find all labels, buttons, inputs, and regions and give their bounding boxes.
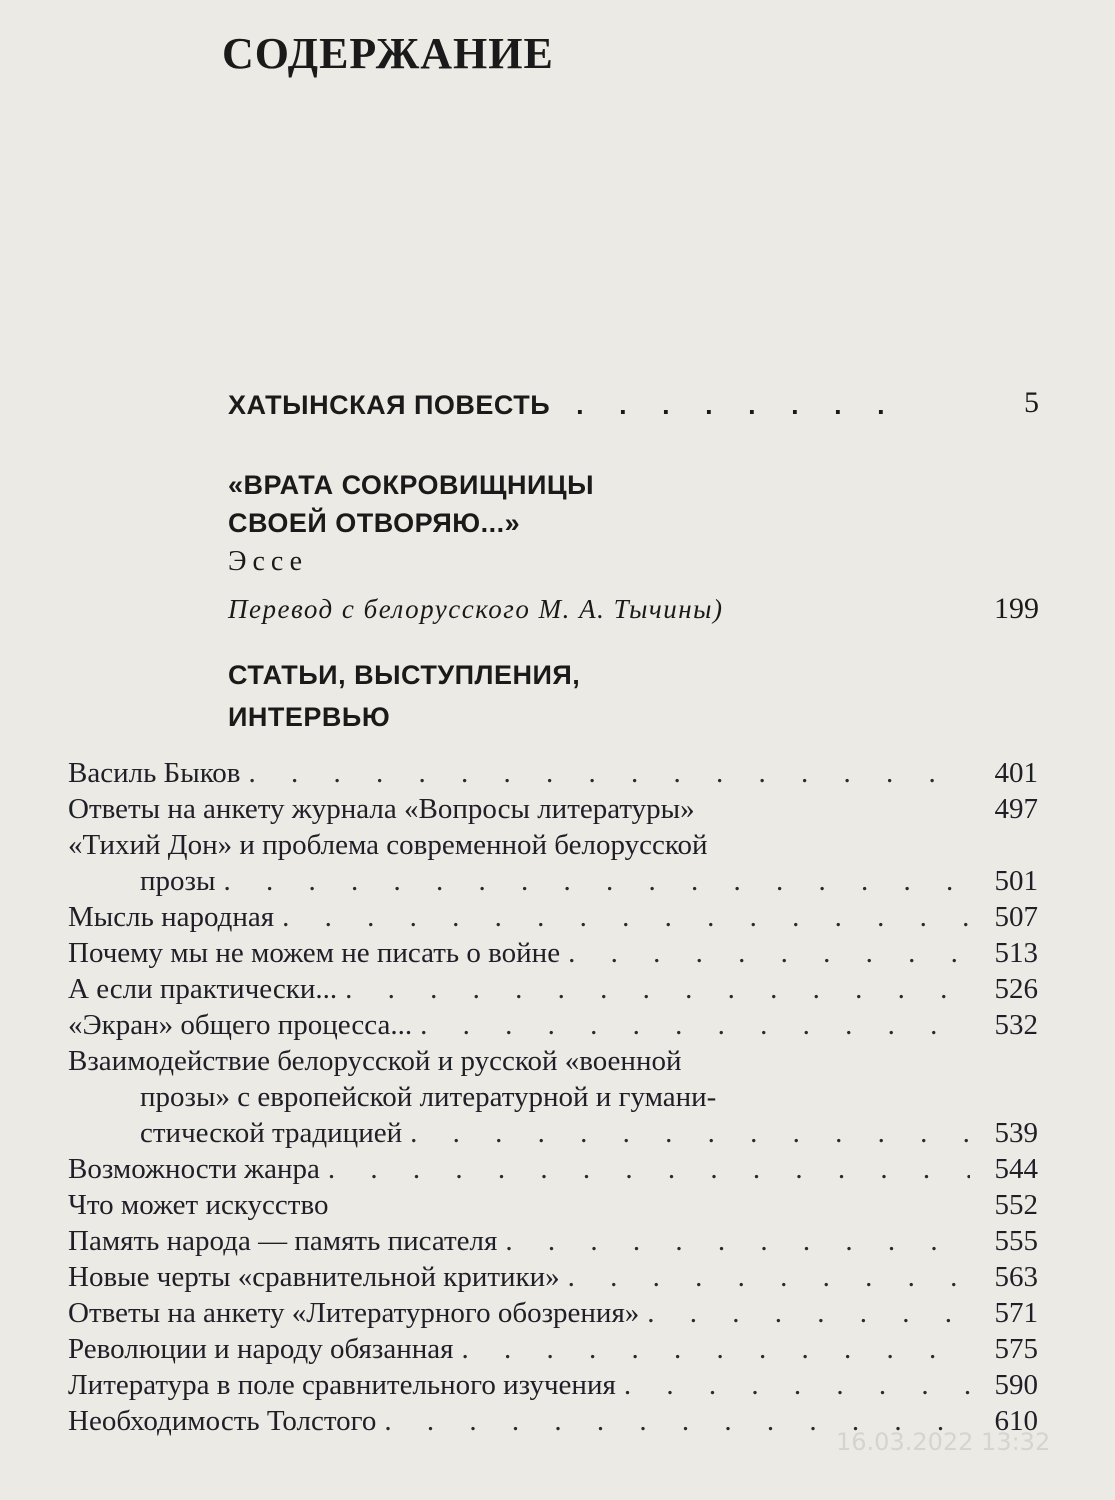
leader-dots (345, 973, 970, 1006)
section-khatyn-label: ХАТЫНСКАЯ ПОВЕСТЬ (228, 390, 551, 420)
toc-entry[interactable] (68, 793, 1038, 829)
toc-entry-page: 575 (994, 1333, 1038, 1365)
toc-entry-page: 532 (994, 1009, 1038, 1041)
toc-entry-page: 401 (994, 757, 1038, 789)
section-vrata-subtitle: Эссе (228, 546, 309, 577)
leader-dots (249, 757, 971, 790)
section-khatyn-page: 5 (1024, 386, 1039, 419)
section-vrata-translation: Перевод с белорусского М. А. Тычины) (228, 594, 724, 624)
toc-entry-title: Литература в поле сравнительного изучения (68, 1369, 616, 1401)
photo-timestamp: 16.03.2022 13:32 (836, 1428, 1051, 1456)
toc-entry-page: 513 (994, 937, 1038, 969)
toc-entry[interactable] (68, 901, 1038, 937)
leader-dots (647, 1297, 970, 1330)
toc-entry[interactable] (140, 865, 1038, 901)
leader-dots (223, 865, 970, 898)
section-vrata-title-line2[interactable]: СВОЕЙ ОТВОРЯЮ...» (228, 508, 521, 538)
toc-entry-title-line2[interactable]: прозы» с европейской литературной и гумани- (140, 1081, 717, 1113)
toc-entry[interactable] (68, 1333, 1038, 1369)
toc-entry[interactable] (68, 1369, 1038, 1405)
leader-dots: . . . . . . . . (576, 390, 899, 420)
toc-entry-title-line3: стической традицией (140, 1117, 403, 1149)
toc-entry-page: 563 (994, 1261, 1038, 1293)
toc-entry-page: 610 (994, 1405, 1038, 1437)
section-vrata-title-line1[interactable]: «ВРАТА СОКРОВИЩНИЦЫ (228, 470, 595, 500)
toc-entry-title: Новые черты «сравнительной критики» (68, 1261, 560, 1293)
toc-entry-page: 544 (994, 1153, 1038, 1185)
toc-entry-title-line1[interactable]: «Тихий Дон» и проблема современной белорусской (68, 829, 708, 861)
toc-entry-title: Революции и народу обязанная (68, 1333, 454, 1365)
toc-entry-page: 555 (994, 1225, 1038, 1257)
toc-entry-page: 590 (994, 1369, 1038, 1401)
toc-entry-title: Память народа — память писателя (68, 1225, 498, 1257)
toc-entry-title: Что может искусство (68, 1189, 329, 1221)
leader-dots (624, 1369, 970, 1402)
leader-dots (461, 1333, 970, 1366)
toc-entry[interactable] (68, 937, 1038, 973)
leader-dots (505, 1225, 970, 1258)
toc-entry-title: Почему мы не можем не писать о войне (68, 937, 561, 969)
toc-entry-title: Мысль народная (68, 901, 275, 933)
section-vrata-page: 199 (994, 592, 1039, 625)
toc-entry[interactable] (68, 1297, 1038, 1333)
section-stati-line2: ИНТЕРВЬЮ (228, 702, 391, 732)
leader-dots (568, 1261, 970, 1294)
toc-entry[interactable] (68, 1225, 1038, 1261)
toc-entry[interactable] (68, 1153, 1038, 1189)
toc-entry-title-line1[interactable]: Взаимодействие белорусской и русской «военной (68, 1045, 682, 1077)
section-khatyn-title[interactable] (228, 390, 899, 421)
leader-dots (420, 1009, 970, 1042)
toc-entry-title: А если практически... (68, 973, 338, 1005)
toc-entry-page: 571 (994, 1297, 1038, 1329)
toc-entry-page: 497 (994, 793, 1038, 825)
toc-entry-title: «Экран» общего процесса... (68, 1009, 413, 1041)
page-title: СОДЕРЖАНИЕ (222, 29, 554, 78)
toc-entry-title: Необходимость Толстого (68, 1405, 377, 1437)
leader-dots (568, 937, 970, 970)
toc-entry[interactable] (140, 1117, 1038, 1153)
toc-entry-page: 552 (994, 1189, 1038, 1221)
toc-entry-title: Ответы на анкету журнала «Вопросы литературы» (68, 793, 695, 825)
section-stati-line1: СТАТЬИ, ВЫСТУПЛЕНИЯ, (228, 660, 581, 690)
toc-entry-page: 501 (994, 865, 1038, 897)
toc-entry-title: Василь Быков (68, 757, 241, 789)
toc-entry-title-line2: прозы (140, 865, 216, 897)
toc-entry-page: 526 (994, 973, 1038, 1005)
toc-entry-page: 507 (994, 901, 1038, 933)
toc-entry-page: 539 (994, 1117, 1038, 1149)
toc-entry-title: Ответы на анкету «Литературного обозрения» (68, 1297, 640, 1329)
leader-dots (410, 1117, 970, 1150)
toc-entry-title: Возможности жанра (68, 1153, 320, 1185)
leader-dots (282, 901, 970, 934)
toc-entry[interactable] (68, 1009, 1038, 1045)
toc-entry[interactable] (68, 973, 1038, 1009)
toc-entry[interactable] (68, 1189, 1038, 1225)
leader-dots (328, 1153, 970, 1186)
toc-entry[interactable] (68, 757, 1038, 793)
toc-entry[interactable] (68, 1261, 1038, 1297)
